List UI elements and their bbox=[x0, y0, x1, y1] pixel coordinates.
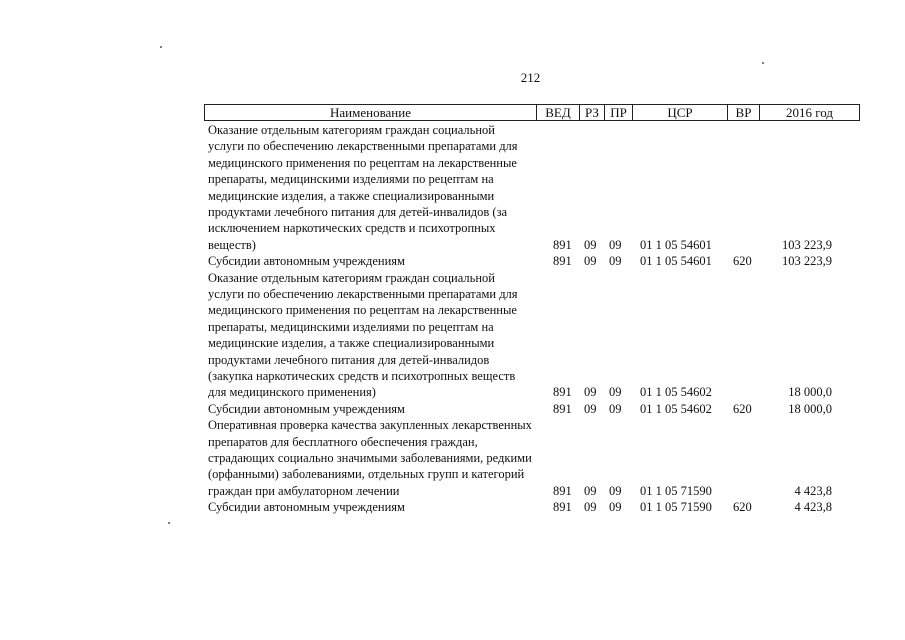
cell-rz: 09 bbox=[584, 254, 597, 269]
cell-ved: 891 bbox=[553, 500, 572, 515]
row-name-line: Оперативная проверка качества закупленных лекарственных bbox=[208, 418, 532, 433]
cell-rz: 09 bbox=[584, 237, 597, 252]
cell-amount: 103 223,9 bbox=[782, 254, 832, 269]
row-name-line: медицинского применения по рецептам на лекарственные bbox=[208, 303, 517, 318]
row-name-line: услуги по обеспечению лекарственными препаратами для bbox=[208, 287, 518, 301]
cell-pr: 09 bbox=[609, 254, 622, 269]
row-name-line: продуктами лечебного питания для детей-инвалидов bbox=[208, 352, 490, 367]
row-name-line: услуги по обеспечению лекарственными препаратами для bbox=[208, 139, 518, 154]
row-name-line: препаратов для бесплатного обеспечения граждан, bbox=[208, 434, 478, 449]
cell-pr: 09 bbox=[609, 237, 622, 252]
page-number: 212 bbox=[520, 70, 541, 85]
row-name-line: Субсидии автономным учреждениям bbox=[208, 401, 405, 416]
row-name-line: медицинского применения по рецептам на лекарственные bbox=[208, 155, 517, 170]
row-name-line: (закупка наркотических средств и психотропных веществ bbox=[208, 369, 516, 384]
cell-vr: 620 bbox=[733, 401, 752, 416]
cell-pr: 09 bbox=[609, 500, 622, 515]
row-name-line: Оказание отдельным категориям граждан социальной bbox=[208, 270, 495, 285]
cell-pr: 09 bbox=[609, 385, 622, 400]
cell-csr: 01 1 05 54602 bbox=[640, 401, 712, 416]
cell-rz: 09 bbox=[584, 500, 597, 515]
cell-amount: 18 000,0 bbox=[788, 385, 832, 400]
row-name-line: Субсидии автономным учреждениям bbox=[208, 254, 405, 269]
row-name-line: граждан при амбулаторном лечении bbox=[208, 483, 400, 498]
cell-vr: 620 bbox=[733, 254, 752, 269]
row-name-line: препараты, медицинскими изделиями по рецептам на bbox=[208, 172, 494, 187]
row-name bbox=[208, 401, 534, 417]
row-name-line: (орфанными) заболеваниями, отдельных групп и категорий bbox=[208, 467, 525, 482]
row-name-line: веществ) bbox=[208, 237, 256, 252]
header-vr: ВР bbox=[728, 105, 760, 120]
cell-csr: 01 1 05 54601 bbox=[640, 237, 712, 252]
cell-ved: 891 bbox=[553, 401, 572, 416]
header-ved: ВЕД bbox=[537, 105, 580, 120]
row-name-line: Оказание отдельным категориям граждан социальной bbox=[208, 123, 495, 137]
header-csr: ЦСР bbox=[633, 105, 728, 120]
row-name-line: медицинские изделия, а также специализированными bbox=[208, 188, 495, 203]
cell-amount: 103 223,9 bbox=[782, 237, 832, 252]
cell-ved: 891 bbox=[553, 483, 572, 498]
cell-ved: 891 bbox=[553, 385, 572, 400]
row-name bbox=[208, 417, 534, 499]
cell-csr: 01 1 05 71590 bbox=[640, 483, 712, 498]
cell-amount: 4 423,8 bbox=[794, 500, 832, 515]
row-name bbox=[208, 270, 534, 401]
row-name bbox=[208, 122, 534, 253]
header-rz: РЗ bbox=[580, 105, 605, 120]
cell-pr: 09 bbox=[609, 401, 622, 416]
row-name-line: Субсидии автономным учреждениям bbox=[208, 500, 405, 515]
cell-csr: 01 1 05 54602 bbox=[640, 385, 712, 400]
cell-vr: 620 bbox=[733, 500, 752, 515]
cell-amount: 4 423,8 bbox=[794, 483, 832, 498]
cell-rz: 09 bbox=[584, 401, 597, 416]
row-name-line: для медицинского применения) bbox=[208, 385, 376, 400]
cell-csr: 01 1 05 71590 bbox=[640, 500, 712, 515]
cell-ved: 891 bbox=[553, 254, 572, 269]
row-name-line: страдающих социально значимыми заболеваниями, редкими bbox=[208, 451, 532, 465]
cell-ved: 891 bbox=[553, 237, 572, 252]
row-name-line: исключением наркотических средств и психотропных bbox=[208, 221, 496, 236]
header-pr: ПР bbox=[605, 105, 633, 120]
row-name-line: продуктами лечебного питания для детей-инвалидов (за bbox=[208, 205, 508, 220]
row-name-line: медицинские изделия, а также специализированными bbox=[208, 336, 495, 351]
row-name bbox=[208, 499, 534, 515]
cell-rz: 09 bbox=[584, 385, 597, 400]
row-name-line: препараты, медицинскими изделиями по рецептам на bbox=[208, 319, 494, 334]
cell-rz: 09 bbox=[584, 483, 597, 498]
cell-csr: 01 1 05 54601 bbox=[640, 254, 712, 269]
header-year: 2016 год bbox=[786, 105, 833, 120]
header-name: Наименование bbox=[205, 105, 537, 120]
row-name bbox=[208, 253, 534, 269]
cell-pr: 09 bbox=[609, 483, 622, 498]
cell-amount: 18 000,0 bbox=[788, 401, 832, 416]
